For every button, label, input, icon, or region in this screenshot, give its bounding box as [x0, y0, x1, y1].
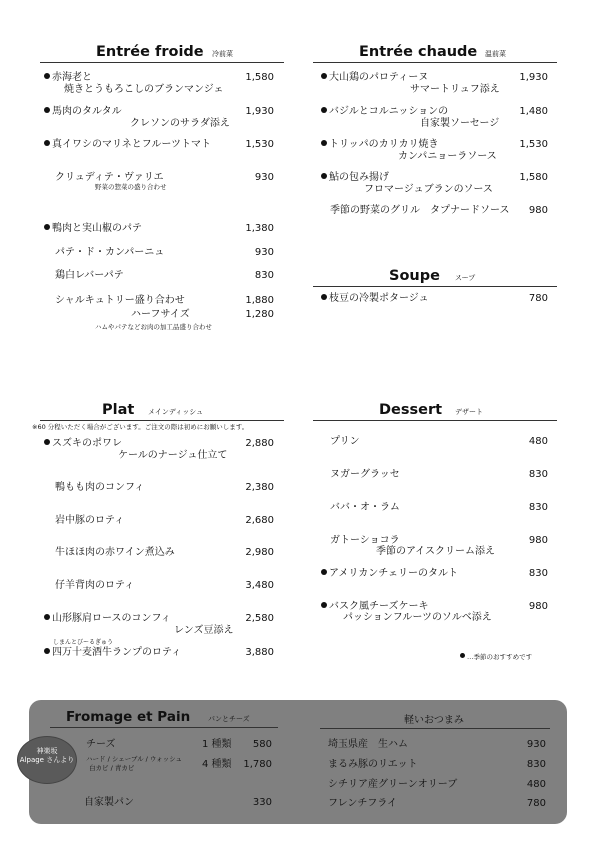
menu-item: 季節の野菜のグリル タプナードソース: [330, 205, 510, 216]
menu-item: [44, 72, 92, 84]
dessert-subtitle: デザート: [455, 408, 483, 416]
fromage-header: [50, 708, 278, 728]
item-price: 980: [528, 601, 548, 612]
cheese-note: ハード / シェーブル / ウォッシュ: [86, 755, 183, 763]
menu-item: まるみ豚のリエット: [328, 759, 418, 770]
item-name: アメリカンチェリーのタルト: [329, 568, 458, 579]
item-name: バスク風チーズケーキ: [329, 601, 429, 612]
plat-subtitle: メインディッシュ: [148, 408, 204, 416]
plat-header: [40, 400, 284, 421]
badge-line1: 神楽坂: [36, 747, 58, 755]
item-price: 780: [528, 293, 548, 304]
entree-chaude-title: Entrée chaude: [359, 44, 478, 60]
recommend-dot: [321, 107, 327, 113]
item-name-line2: パッションフルーツのソルベ添え: [343, 612, 492, 623]
menu-item: パテ・ド・カンパーニュ: [55, 247, 165, 258]
item-price: 2,880: [245, 438, 274, 449]
item-price: 980: [528, 535, 548, 546]
menu-item: クリュディテ・ヴァリエ: [55, 172, 164, 183]
item-name: 馬肉のタルタル: [52, 106, 122, 117]
recommend-dot: [44, 614, 50, 620]
entree-chaude-subtitle: 温前菜: [485, 50, 506, 58]
menu-item: [44, 613, 171, 625]
alpage-badge: [17, 736, 77, 784]
item-price: 980: [528, 205, 548, 216]
recommend-dot: [44, 439, 50, 445]
menu-item: 仔羊背肉のロティ: [55, 580, 135, 591]
item-name: 四万十麦酒牛ランプのロティ: [52, 647, 182, 658]
menu-item: [44, 106, 122, 118]
item-price: 3,880: [245, 647, 274, 658]
item-price: 2,980: [245, 547, 274, 558]
plat-title: Plat: [102, 402, 135, 418]
cheese-option-price: 1,780: [243, 759, 272, 770]
item-name: トリッパのカリカリ焼き: [329, 139, 439, 150]
dessert-section: [313, 400, 557, 440]
item-price: 480: [528, 436, 548, 447]
plat-section: [40, 400, 284, 440]
item-name-line2: カンパニョーラソース: [398, 151, 497, 162]
dessert-header: [313, 400, 557, 421]
recommend-dot: [321, 602, 327, 608]
recommend-dot: [321, 569, 327, 575]
item-price: 1,930: [519, 72, 548, 83]
snacks-section: [320, 708, 550, 730]
item-name: 赤海老と: [52, 72, 92, 83]
ruby-reading: しまんとびーるぎゅう: [53, 639, 114, 646]
menu-item: 鴨もも肉のコンフィ: [55, 482, 145, 493]
cheese-option-price: 580: [252, 739, 272, 750]
recommend-dot: [44, 648, 50, 654]
item-name: 枝豆の冷製ポタージュ: [329, 293, 429, 304]
item-price: 930: [254, 172, 274, 183]
item-note: ハムやパテなどお肉の加工品盛り合わせ: [95, 323, 212, 331]
item-price: 830: [528, 568, 548, 579]
half-size-price: 1,280: [245, 309, 274, 320]
plat-notice: ※60 分程いただく場合がございます。ご注文の際は初めにお願いします。: [32, 423, 249, 431]
recommend-dot: [44, 140, 50, 146]
menu-item: [321, 106, 448, 118]
recommend-dot: [44, 73, 50, 79]
entree-froide-header: [40, 42, 284, 63]
item-name-line2: サマートリュフ添え: [410, 84, 500, 95]
fromage-subtitle: パンとチーズ: [208, 715, 250, 723]
menu-item: [44, 438, 122, 450]
item-name-line2: ケールのナージュ仕立て: [118, 450, 228, 461]
recommend-dot: [460, 653, 465, 658]
item-price: 2,680: [245, 515, 274, 526]
item-name: 大山鶏のパロティーヌ: [329, 72, 429, 83]
item-price: 1,580: [519, 172, 548, 183]
item-price: 1,480: [519, 106, 548, 117]
item-note: 野菜の惣菜の盛り合わせ: [95, 183, 167, 191]
item-price: 930: [254, 247, 274, 258]
menu-item: 牛ほほ肉の赤ワイン煮込み: [55, 547, 175, 558]
item-price: 830: [528, 502, 548, 513]
cheese-label: チーズ: [86, 739, 116, 750]
fromage-section: [50, 708, 278, 730]
item-price: 1,930: [245, 106, 274, 117]
recommend-legend: [460, 653, 532, 661]
recommend-dot: [321, 73, 327, 79]
item-name: バジルとコルニッションの: [329, 106, 449, 117]
menu-item: [321, 72, 428, 84]
recommend-legend-text: …季節のおすすめです: [467, 653, 533, 661]
entree-chaude-header: [313, 42, 557, 63]
recommend-dot: [44, 224, 50, 230]
half-size-label: ハーフサイズ: [131, 309, 190, 320]
dessert-title: Dessert: [379, 402, 443, 418]
soupe-header: [313, 266, 557, 287]
recommend-dot: [44, 107, 50, 113]
item-name: 真イワシのマリネとフルーツトマト: [52, 139, 211, 150]
item-price: 1,530: [245, 139, 274, 150]
bread-label: 自家製パン: [84, 797, 134, 808]
menu-item: フレンチフライ: [328, 798, 398, 809]
item-name-line2: 焼きとうもろこしのブランマンジェ: [64, 84, 224, 95]
badge-line2: Alpage さんより: [19, 756, 75, 764]
menu-item: シャルキュトリー盛り合わせ: [55, 295, 185, 306]
menu-item: [321, 172, 389, 184]
item-name-line2: 季節のアイスクリーム添え: [376, 546, 495, 557]
item-name-line2: 自家製ソーセージ: [420, 118, 500, 129]
soupe-title: Soupe: [389, 268, 440, 284]
soupe-subtitle: スープ: [455, 274, 476, 282]
item-price: 830: [254, 270, 274, 281]
menu-item: ヌガーグラッセ: [330, 469, 400, 480]
menu-item: 鶏白レバーパテ: [55, 270, 124, 281]
item-price: 1,380: [245, 223, 274, 234]
menu-item: [321, 568, 458, 580]
menu-item: ババ・オ・ラム: [330, 502, 400, 513]
cheese-option-label: 1 種類: [202, 739, 232, 750]
cheese-note: 白カビ / 青カビ: [89, 764, 135, 772]
menu-item: 埼玉県産 生ハム: [328, 739, 408, 750]
item-name-line2: レンズ豆添え: [174, 625, 234, 636]
item-name: 山形豚肩ロースのコンフィ: [52, 613, 171, 624]
item-price: 1,580: [245, 72, 274, 83]
item-price: 2,580: [245, 613, 274, 624]
cheese-option-label: 4 種類: [202, 759, 232, 770]
item-price: 1,530: [519, 139, 548, 150]
fromage-title: Fromage et Pain: [66, 709, 191, 725]
menu-item: ガトーショコラ: [330, 535, 400, 546]
menu-item: [44, 647, 181, 659]
menu-item: [321, 293, 429, 305]
recommend-dot: [321, 294, 327, 300]
item-price: 830: [526, 759, 546, 770]
item-price: 780: [526, 798, 546, 809]
menu-item: [321, 139, 439, 151]
item-name: 鮎の包み揚げ: [329, 172, 389, 183]
item-price: 480: [526, 779, 546, 790]
menu-item: シチリア産グリーンオリーブ: [328, 779, 458, 790]
snacks-header: [320, 708, 550, 729]
menu-item: 岩中豚のロティ: [55, 515, 125, 526]
menu-item: [44, 223, 142, 235]
item-name-line2: クレソンのサラダ添え: [130, 118, 230, 129]
snacks-title: 軽いおつまみ: [404, 715, 464, 726]
bread-price: 330: [252, 797, 272, 808]
menu-item: プリン: [330, 436, 360, 447]
item-price: 3,480: [245, 580, 274, 591]
item-price: 930: [526, 739, 546, 750]
menu-item: [44, 139, 211, 151]
recommend-dot: [321, 140, 327, 146]
recommend-dot: [321, 173, 327, 179]
item-name-line2: フロマージュブランのソース: [364, 184, 493, 195]
entree-froide-title: Entrée froide: [96, 44, 204, 60]
entree-froide-subtitle: 冷前菜: [212, 50, 233, 58]
item-name: スズキのポワレ: [52, 438, 122, 449]
item-name: 鴨肉と実山椒のパテ: [52, 223, 142, 234]
item-price: 1,880: [245, 295, 274, 306]
item-price: 830: [528, 469, 548, 480]
item-price: 2,380: [245, 482, 274, 493]
